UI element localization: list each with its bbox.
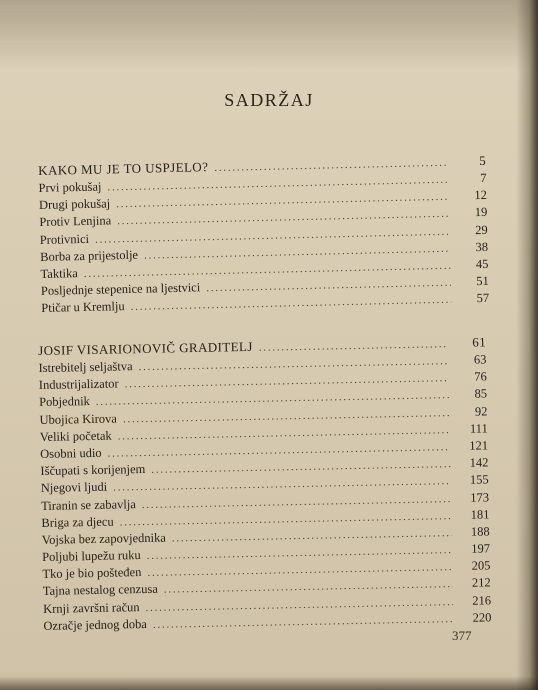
toc-entry-page: 85 [474,386,488,402]
toc-entry-title: Tiranin se zabavlja [41,496,136,513]
toc-entry-title: Vojska bez zapovjednika [41,530,166,547]
toc-entry-title: Osobni udio [40,445,102,461]
toc-part-page: 61 [472,334,487,350]
toc-entry-title: Tko je bio pošteđen [42,565,142,582]
toc-entry-title: Industrijalizator [38,376,119,393]
toc-entry-title: Briga za djecu [41,514,114,530]
toc-entry-page: 63 [473,352,487,367]
toc-entry-title: Poljubi lupežu ruku [41,548,141,565]
toc-entry-page: 216 [472,592,492,608]
toc-entry-title: Ozračje jednog doba [43,616,148,633]
toc-entry-title: Taktika [40,266,79,281]
toc-entry-page: 212 [471,575,491,591]
toc-entry-page: 92 [474,403,488,419]
toc-entry-title: Veliki početak [39,428,112,444]
toc-entry-page: 197 [471,541,491,556]
toc-entry-page: 188 [470,524,490,539]
toc-entry-title: Pobjednik [39,394,90,410]
toc-entry-page: 173 [470,489,490,505]
toc-part-title: KAKO MU JE TO USPJELO? [38,159,209,178]
toc-entry-title: Tajna nestalog cenzusa [42,582,158,599]
toc-entry-title: Borba za prijestolje [39,247,139,264]
toc-part-title: JOSIF VISARIONOVIČ GRADITELJ [38,338,253,358]
page-bottom-shadow [0,676,538,690]
toc-entry-title: Njegovi ljudi [40,480,108,496]
toc-entry-page: 121 [469,438,489,453]
toc-entry-page: 51 [476,273,489,289]
toc-entry-title: Istrebitelj seljaštva [38,359,133,375]
toc-entry-title: Krnji završni račun [42,599,140,616]
toc-entry-page: 181 [470,507,490,522]
toc-entry-title: Protiv Lenjina [39,213,112,230]
toc-entry-title: Prvi pokušaj [38,179,102,195]
toc-entry-title: Ptičar u Kremlju [41,299,125,316]
toc-entry-page: 142 [469,455,489,470]
toc-entry-page: 155 [469,472,489,488]
toc-entry-page: 45 [475,256,489,272]
toc-entry-page: 111 [469,421,488,436]
toc-entry-page: 38 [475,239,489,254]
toc-entry-title: Posljednje stepenice na ljestvici [40,280,201,299]
page-title: SADRŽAJ [224,90,314,110]
toc-entry-page: 76 [474,369,487,384]
toc-entry-page: 57 [476,291,490,306]
toc-entry-title: Ubojica Kirova [39,411,118,427]
toc-entry-page: 205 [471,558,491,573]
toc-entry-title: Protivnici [39,231,90,247]
toc-entry-page: 220 [472,610,492,625]
toc-entry-page: 7 [480,170,487,185]
toc-entry-title: Drugi pokušaj [38,196,111,213]
toc-entry-page: 29 [474,222,488,237]
page-number: 377 [452,628,472,643]
page-edge-shadow [516,0,538,690]
toc-part-2 [38,333,492,635]
toc-entry-page: 12 [474,188,488,203]
toc-entry-page: 19 [474,205,488,220]
toc-part-1 [38,152,489,318]
toc-part-page: 5 [479,152,487,168]
toc-entry-title: Iščupati s korijenjem [40,462,146,479]
page-shadow [0,0,538,70]
